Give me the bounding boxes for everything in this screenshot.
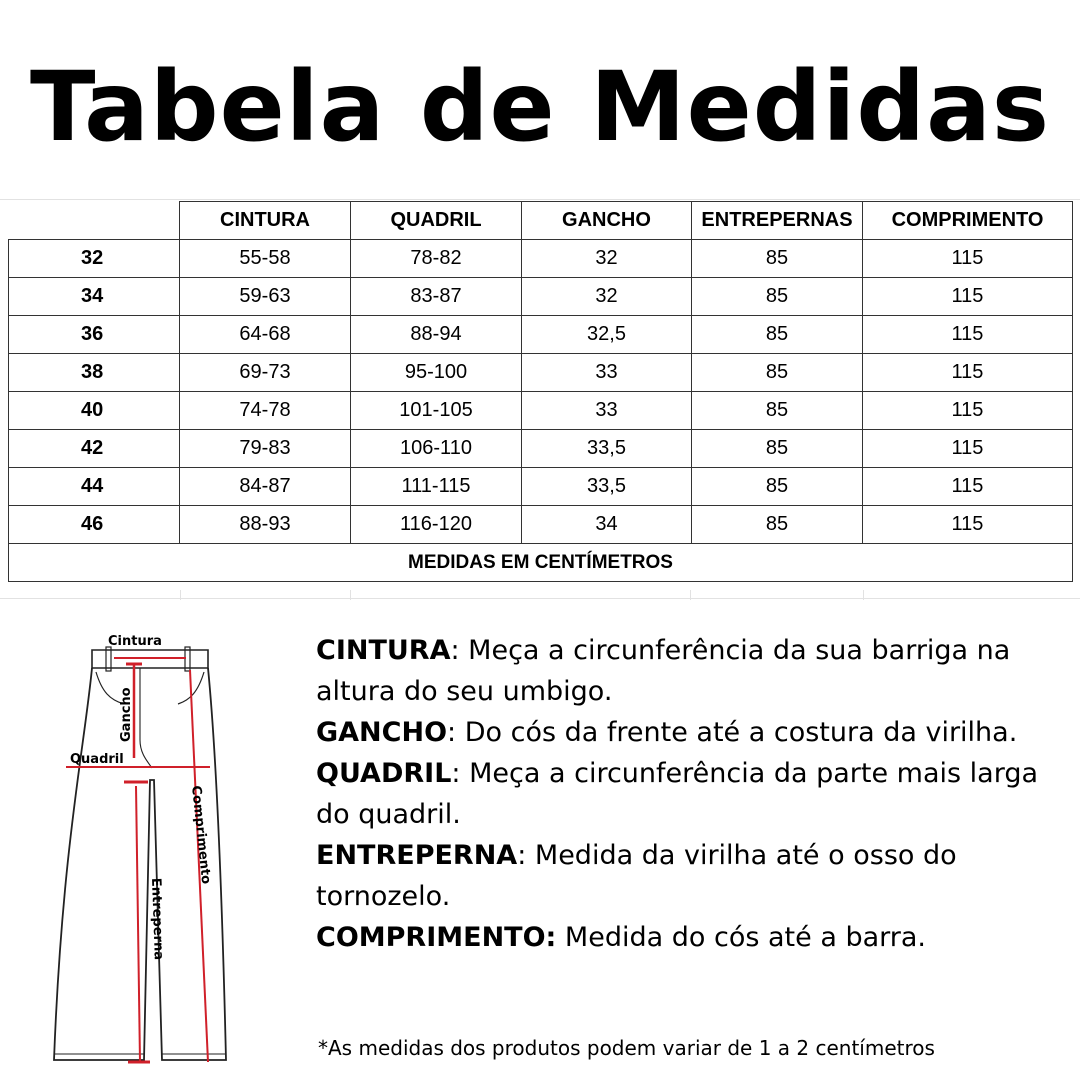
page-title: Tabela de Medidas bbox=[30, 51, 1050, 163]
table-body bbox=[9, 240, 1073, 582]
table-row bbox=[9, 278, 1073, 316]
description-cintura bbox=[316, 630, 1046, 712]
description-term: GANCHO bbox=[316, 717, 448, 748]
table-cell: 115 bbox=[863, 316, 1073, 354]
table-cell: 85 bbox=[692, 354, 863, 392]
table-cell: 88-93 bbox=[180, 506, 351, 544]
table-cell: 83-87 bbox=[351, 278, 522, 316]
table-cell: 115 bbox=[863, 240, 1073, 278]
table-cell: 111-115 bbox=[351, 468, 522, 506]
description-text: : Meça a circunferência da sua barriga na altura do seu umbigo. bbox=[316, 635, 1011, 707]
table-row bbox=[9, 468, 1073, 506]
description-comprimento bbox=[316, 917, 1046, 958]
table-cell: 88-94 bbox=[351, 316, 522, 354]
size-cell: 32 bbox=[9, 240, 180, 278]
grid-line bbox=[0, 199, 1080, 200]
table-cell: 85 bbox=[692, 316, 863, 354]
table-cell: 115 bbox=[863, 392, 1073, 430]
table-row bbox=[9, 506, 1073, 544]
description-text: : Meça a circunferência da parte mais larga do quadril. bbox=[316, 758, 1039, 830]
table-cell: 33 bbox=[522, 354, 692, 392]
column-header-quadril: QUADRIL bbox=[351, 202, 522, 240]
table-footer: MEDIDAS EM CENTÍMETROS bbox=[9, 544, 1073, 582]
size-cell: 36 bbox=[9, 316, 180, 354]
fly-shape bbox=[140, 668, 152, 768]
column-header-cintura: CINTURA bbox=[180, 202, 351, 240]
table-cell: 33 bbox=[522, 392, 692, 430]
description-text: : Do cós da frente até a costura da virilha. bbox=[447, 717, 1018, 748]
size-cell: 40 bbox=[9, 392, 180, 430]
size-cell: 42 bbox=[9, 430, 180, 468]
description-quadril bbox=[316, 753, 1046, 835]
table-cell: 32 bbox=[522, 278, 692, 316]
grid-line bbox=[0, 598, 1080, 599]
table-cell: 84-87 bbox=[180, 468, 351, 506]
table-footer-row bbox=[9, 544, 1073, 582]
table-cell: 33,5 bbox=[522, 468, 692, 506]
table-cell: 95-100 bbox=[351, 354, 522, 392]
pants-illustration bbox=[40, 630, 280, 1070]
table-cell: 116-120 bbox=[351, 506, 522, 544]
table-cell: 115 bbox=[863, 278, 1073, 316]
size-table bbox=[8, 201, 1073, 582]
table-cell: 34 bbox=[522, 506, 692, 544]
size-table-container bbox=[8, 201, 1074, 582]
table-cell: 115 bbox=[863, 468, 1073, 506]
column-header-gancho: GANCHO bbox=[522, 202, 692, 240]
grid-line bbox=[863, 590, 864, 600]
description-term: QUADRIL bbox=[316, 758, 452, 789]
column-header-entrepernas: ENTREPERNAS bbox=[692, 202, 863, 240]
grid-line bbox=[180, 590, 181, 600]
table-cell: 55-58 bbox=[180, 240, 351, 278]
description-term: COMPRIMENTO: bbox=[316, 922, 557, 953]
cintura-label: Cintura bbox=[108, 634, 162, 649]
table-cell: 85 bbox=[692, 278, 863, 316]
table-cell: 106-110 bbox=[351, 430, 522, 468]
table-row bbox=[9, 240, 1073, 278]
table-cell: 79-83 bbox=[180, 430, 351, 468]
table-cell: 115 bbox=[863, 354, 1073, 392]
description-text: Medida do cós até a barra. bbox=[556, 922, 926, 953]
entreperna-marker-shape bbox=[136, 786, 140, 1062]
table-cell: 115 bbox=[863, 430, 1073, 468]
table-cell: 32,5 bbox=[522, 316, 692, 354]
size-cell: 46 bbox=[9, 506, 180, 544]
table-row bbox=[9, 354, 1073, 392]
description-gancho bbox=[316, 712, 1046, 753]
table-cell: 78-82 bbox=[351, 240, 522, 278]
description-text: : Medida da virilha até o osso do tornozelo. bbox=[316, 840, 957, 912]
measurement-descriptions bbox=[316, 630, 1046, 958]
table-cell: 85 bbox=[692, 506, 863, 544]
grid-line bbox=[350, 590, 351, 600]
table-cell: 85 bbox=[692, 468, 863, 506]
table-cell: 101-105 bbox=[351, 392, 522, 430]
table-row bbox=[9, 430, 1073, 468]
table-cell: 33,5 bbox=[522, 430, 692, 468]
table-cell: 85 bbox=[692, 392, 863, 430]
table-row bbox=[9, 392, 1073, 430]
table-cell: 32 bbox=[522, 240, 692, 278]
description-term: ENTREPERNA bbox=[316, 840, 518, 871]
table-cell: 85 bbox=[692, 240, 863, 278]
pants-drawing bbox=[40, 630, 280, 1070]
description-entreperna bbox=[316, 835, 1046, 917]
quadril-label: Quadril bbox=[70, 752, 124, 767]
table-cell: 85 bbox=[692, 430, 863, 468]
size-cell: 44 bbox=[9, 468, 180, 506]
column-header-comprimento: COMPRIMENTO bbox=[863, 202, 1073, 240]
footnote: *As medidas dos produtos podem variar de 1 a 2 centímetros bbox=[318, 1036, 935, 1060]
gancho-label: Gancho bbox=[119, 687, 134, 742]
comprimento-label: Comprimento bbox=[188, 784, 214, 885]
table-cell: 74-78 bbox=[180, 392, 351, 430]
table-corner-cell bbox=[9, 202, 180, 240]
table-header-row bbox=[9, 202, 1073, 240]
grid-line bbox=[690, 590, 691, 600]
entreperna-label: Entreperna bbox=[148, 877, 166, 961]
table-cell: 115 bbox=[863, 506, 1073, 544]
description-term: CINTURA bbox=[316, 635, 451, 666]
table-cell: 69-73 bbox=[180, 354, 351, 392]
size-cell: 38 bbox=[9, 354, 180, 392]
table-row bbox=[9, 316, 1073, 354]
table-cell: 64-68 bbox=[180, 316, 351, 354]
size-cell: 34 bbox=[9, 278, 180, 316]
table-cell: 59-63 bbox=[180, 278, 351, 316]
